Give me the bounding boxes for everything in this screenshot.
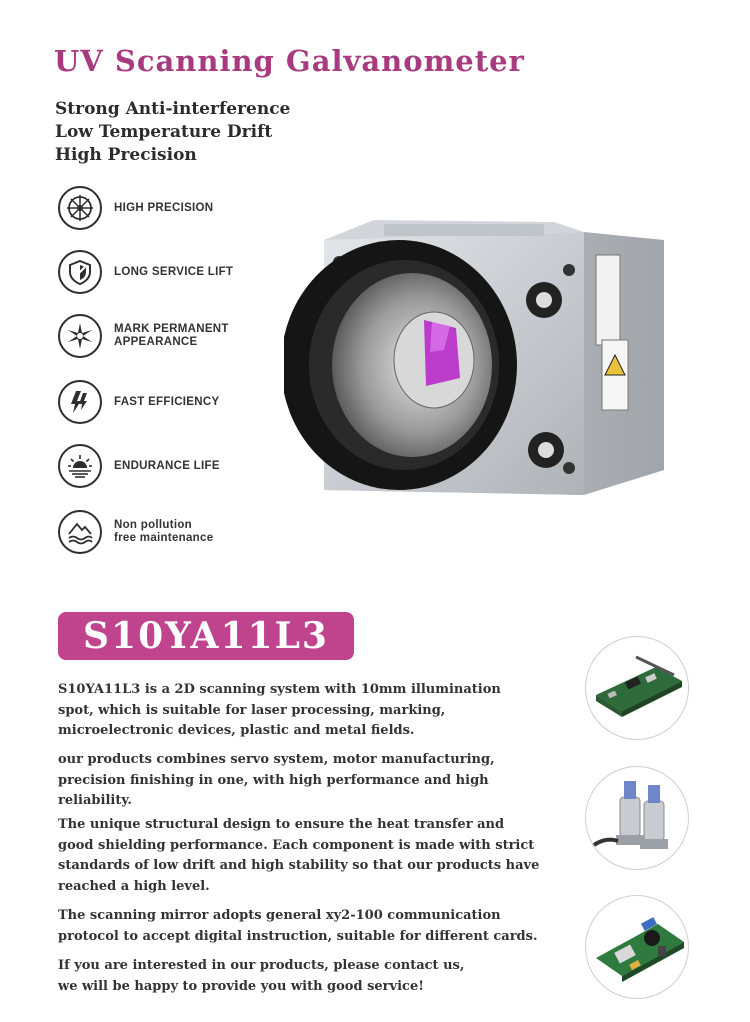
motor-thumbnail bbox=[585, 766, 689, 870]
icon-row-endurance-life bbox=[58, 444, 220, 488]
contact-paragraph: If you are interested in our products, please contact us, we will be happy to provide you with good service! bbox=[58, 958, 465, 994]
icon-row-high-precision bbox=[58, 186, 213, 230]
model-number: S10YA11L3 bbox=[83, 615, 329, 657]
icon-row-non-pollution bbox=[58, 510, 213, 554]
feature-item: Low Temperature Drift bbox=[55, 122, 273, 142]
lightning-icon bbox=[58, 380, 102, 424]
icon-label: LONG SERVICE LIFT bbox=[114, 265, 234, 278]
circuit-board-thumbnail bbox=[585, 636, 689, 740]
mountain-wave-icon bbox=[58, 510, 102, 554]
description-paragraph: The scanning mirror adopts general xy2-100 communication protocol to accept digital instruction, suitable for different cards. bbox=[58, 908, 538, 944]
galvanometer-product-image bbox=[284, 210, 684, 510]
description-paragraph: our products combines servo system, motor manufacturing, precision finishing in one, with high performance and high reliability. bbox=[58, 752, 495, 808]
feature-item: Strong Anti-interference bbox=[55, 99, 291, 119]
feature-list bbox=[55, 98, 290, 167]
icon-row-mark-permanent bbox=[58, 314, 229, 358]
driver-board-thumbnail bbox=[585, 895, 689, 999]
sunrise-icon bbox=[58, 444, 102, 488]
icon-row-long-service bbox=[58, 250, 233, 294]
description-paragraph: The unique structural design to ensure the heat transfer and good shielding performance. Each component is made with strict standards of low drift and high stability so that our products have reached a high level. bbox=[58, 817, 540, 894]
feature-item: High Precision bbox=[55, 145, 197, 165]
icon-label: Non pollution free maintenance bbox=[114, 519, 214, 544]
description-paragraph: S10YA11L3 is a 2D scanning system with 10mm illumination spot, which is suitable for laser processing, marking, microelectronic devices, plastic and metal fields. bbox=[58, 682, 501, 738]
burst-icon bbox=[58, 314, 102, 358]
shield-icon bbox=[58, 250, 102, 294]
icon-label: FAST EFFICIENCY bbox=[114, 395, 220, 408]
icon-row-fast-efficiency bbox=[58, 380, 219, 424]
icon-label: ENDURANCE LIFE bbox=[114, 459, 220, 472]
icon-label: MARK PERMANENT APPEARANCE bbox=[114, 323, 229, 348]
precision-icon bbox=[58, 186, 102, 230]
page-title: UV Scanning Galvanometer bbox=[54, 44, 525, 78]
icon-label: HIGH PRECISION bbox=[114, 201, 214, 214]
model-badge bbox=[58, 612, 354, 660]
